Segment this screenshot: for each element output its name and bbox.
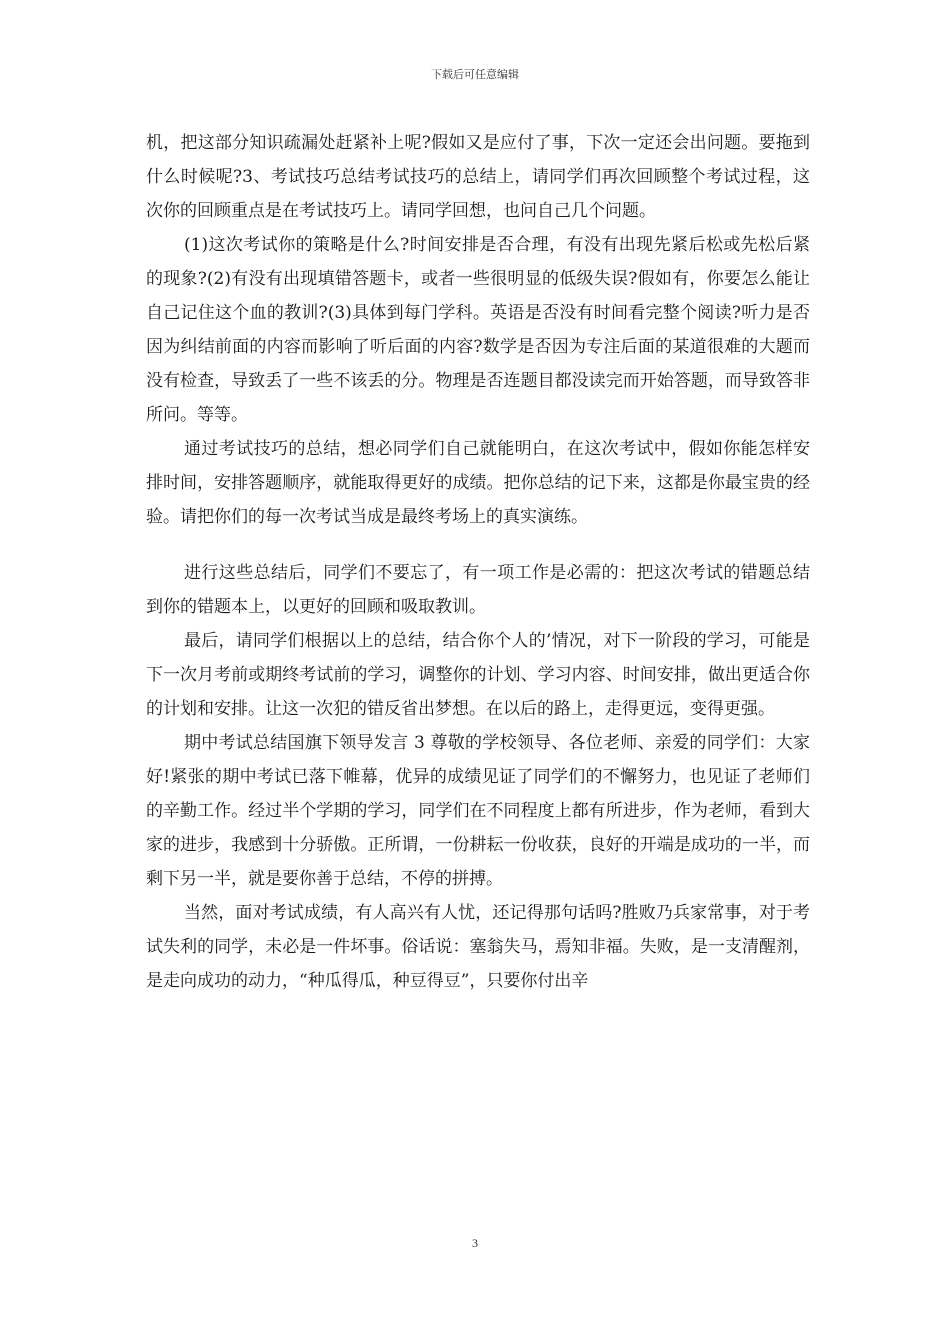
paragraph-6: 期中考试总结国旗下领导发言 3 尊敬的学校领导、各位老师、亲爱的同学们：大家好!紧张的期中考试已落下帷幕，优异的成绩见证了同学们的不懈努力，也见证了老师们的辛勤工作。经过半个学期的学习，同学们在不同程度上都有所进步，作为老师，看到大家的进步，我感到十分骄傲。正所谓，一份耕耘一份收获，良好的开端是成功的一半，而剩下另一半，就是要你善于总结，不停的拼搏。 (146, 733, 810, 889)
paragraph-1: 机，把这部分知识疏漏处赶紧补上呢?假如又是应付了事，下次一定还会出问题。要拖到什么时候呢?3、考试技巧总结考试技巧的总结上，请同学们再次回顾整个考试过程，这次你的回顾重点是在考试技巧上。请同学回想，也问自己几个问题。 (146, 133, 810, 221)
paragraph-5: 最后，请同学们根据以上的总结，结合你个人的’情况，对下一阶段的学习，可能是下一次月考前或期终考试前的学习，调整你的计划、学习内容、时间安排，做出更适合你的计划和安排。让这一次犯的错反省出梦想。在以后的路上，走得更远，变得更强。 (146, 631, 810, 719)
paragraph-2: (1)这次考试你的策略是什么?时间安排是否合理，有没有出现先紧后松或先松后紧的现象?(2)有没有出现填错答题卡，或者一些很明显的低级失误?假如有，你要怎么能让自己记住这个血的教训?(3)具体到每门学科。英语是否没有时间看完整个阅读?听力是否因为纠结前面的内容而影响了听后面的内容?数学是否因为专注后面的某道很难的大题而没有检查，导致丢了一些不该丢的分。物理是否连题目都没读完而开始答题，而导致答非所问。等等。 (146, 235, 810, 425)
document-body (146, 126, 810, 998)
paragraph-gap (146, 534, 810, 556)
paragraph-7: 当然，面对考试成绩，有人高兴有人忧，还记得那句话吗?胜败乃兵家常事，对于考试失利的同学，未必是一件坏事。俗话说：塞翁失马，焉知非福。失败，是一支清醒剂，是走向成功的动力，“种瓜得瓜，种豆得豆”，只要你付出辛 (146, 903, 810, 991)
paragraph-4: 进行这些总结后，同学们不要忘了，有一项工作是必需的：把这次考试的错题总结到你的错题本上，以更好的回顾和吸取教训。 (146, 563, 810, 617)
paragraph-3: 通过考试技巧的总结，想必同学们自己就能明白，在这次考试中，假如你能怎样安排时间，安排答题顺序，就能取得更好的成绩。把你总结的记下来，这都是你最宝贵的经验。请把你们的每一次考试当成是最终考场上的真实演练。 (146, 439, 810, 527)
page-number: 3 (472, 1236, 478, 1250)
page-header: 下载后可任意编辑 (431, 68, 519, 81)
